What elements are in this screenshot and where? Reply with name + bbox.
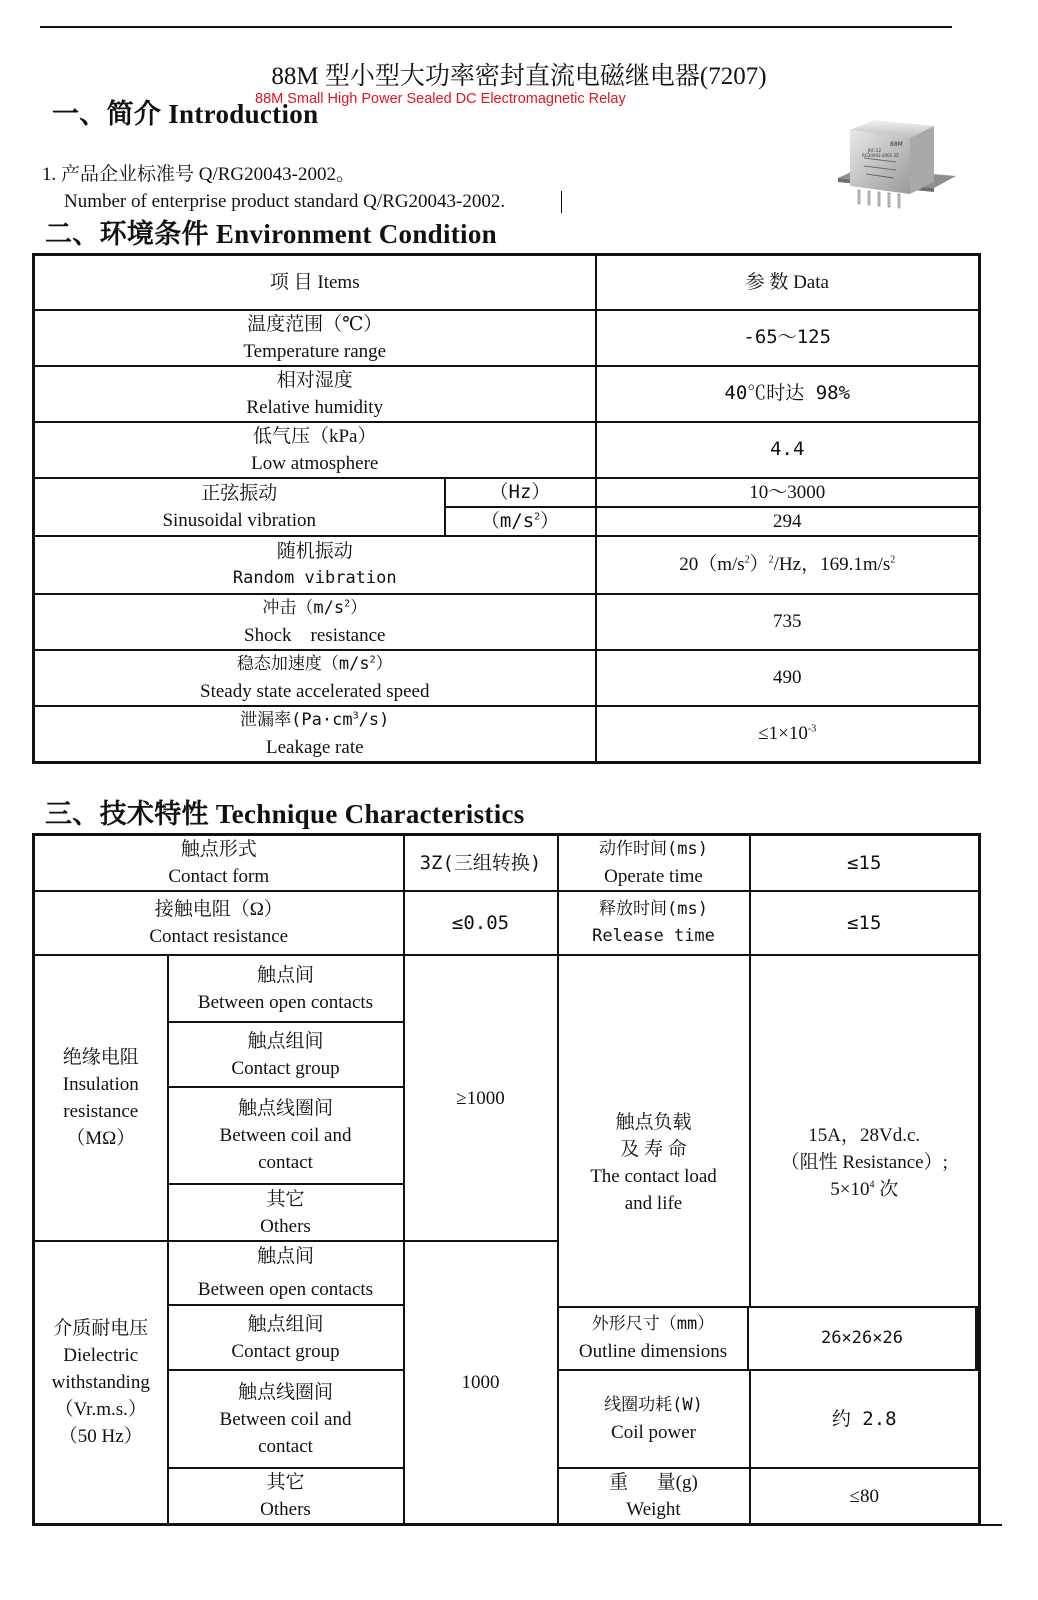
insulation-others: 其它 Others <box>168 1184 404 1241</box>
operate-time-label: 动作时间(ms) Operate time <box>558 835 750 892</box>
insulation-contact-group: 触点组间 Contact group <box>168 1022 404 1087</box>
shock-label: 冲击$(m/s^2)$ Shock resistance <box>34 594 596 650</box>
sin-vib-unit-hz: （Hz） <box>445 478 596 507</box>
text-cursor <box>561 191 562 213</box>
table-row <box>34 955 980 1022</box>
table-row <box>34 366 980 422</box>
product-label-std: RG20043-2002 3Z <box>862 153 899 158</box>
weight-value: ≤80 <box>750 1468 980 1525</box>
leakage-rate-value: $\le 1\times 10^{-3}$ <box>596 706 980 763</box>
weight-label: 重 量(g) Weight <box>558 1468 750 1525</box>
dielectric-coil-contact: 触点线圈间 Between coil and contact <box>168 1370 404 1468</box>
header-items: 项 目 Items <box>34 255 596 310</box>
top-rule <box>40 26 952 28</box>
low-atmosphere-label: 低气压（kPa） Low atmosphere <box>34 422 596 478</box>
product-label-model: 88M <box>890 141 903 148</box>
document-title: 88M 型小型大功率密封直流电磁继电器(7207) <box>271 63 767 90</box>
dielectric-open-contacts: 触点间 Between open contacts <box>168 1241 404 1305</box>
sinusoidal-vibration-label: 正弦振动 Sinusoidal vibration <box>34 478 445 536</box>
contact-form-value: 3Z(三组转换) <box>404 835 558 892</box>
relay-product-image <box>836 116 958 216</box>
table-row <box>34 536 980 594</box>
steady-acceleration-value: 490 <box>596 650 980 706</box>
table-header-row <box>34 255 980 310</box>
sin-vib-frequency-value: 10～3000 <box>596 478 980 507</box>
dielectric-withstanding-value: 1000 <box>404 1241 558 1525</box>
table-row <box>34 594 980 650</box>
leakage-rate-label: 泄漏率$(Pa\cdot cm^3/s)$ Leakage rate <box>34 706 596 763</box>
shock-value: 735 <box>596 594 980 650</box>
random-vibration-label: 随机振动 Random vibration <box>34 536 596 594</box>
product-label-code: JRC-22 <box>868 148 882 153</box>
operate-time-value: ≤15 <box>750 835 980 892</box>
temperature-label: 温度范围（℃） Temperature range <box>34 310 596 366</box>
insulation-resistance-value: ≥1000 <box>404 955 558 1241</box>
table-row <box>34 706 980 763</box>
contact-form-label: 触点形式 Contact form <box>34 835 404 892</box>
table-row <box>34 835 980 892</box>
table-row <box>34 478 980 507</box>
dielectric-withstanding-label: 介质耐电压 Dielectric withstanding （Vr.m.s.） （50 Hz） <box>34 1241 168 1525</box>
standard-number-cn: 1. 产品企业标准号 Q/RG20043-2002。 <box>42 164 355 185</box>
sin-vib-accel-value: 294 <box>596 507 980 536</box>
document-subtitle: 88M Small High Power Sealed DC Electromagnetic Relay <box>255 91 626 107</box>
table-row <box>34 310 980 366</box>
dielectric-contact-group: 触点组间 Contact group <box>168 1305 404 1370</box>
release-time-label: 释放时间(ms) Release time <box>558 891 750 955</box>
release-time-value: ≤15 <box>750 891 980 955</box>
contact-load-life-label: 触点负载 及 寿 命 The contact load and life <box>558 955 750 1370</box>
low-atmosphere-value: 4.4 <box>596 422 980 478</box>
environment-condition-table <box>32 253 981 764</box>
steady-acceleration-label: 稳态加速度$(m/s^2)$ Steady state accelerated speed <box>34 650 596 706</box>
random-vibration-value: $20(m/s^2)^2/Hz$，$169.1m/s^2$ <box>596 536 980 594</box>
bottom-rule <box>32 1524 1002 1526</box>
contact-resistance-value: ≤0.05 <box>404 891 558 955</box>
contact-resistance-label: 接触电阻（Ω） Contact resistance <box>34 891 404 955</box>
table-row <box>34 650 980 706</box>
coil-power-value: 约 2.8 <box>750 1370 980 1468</box>
contact-load-life-value: 15A，28Vd.c. （阻性 Resistance）; $5\times 10^4$ 次 <box>750 955 980 1370</box>
humidity-label: 相对湿度 Relative humidity <box>34 366 596 422</box>
insulation-resistance-label: 绝缘电阻 Insulation resistance （MΩ） <box>34 955 168 1241</box>
table-row <box>34 891 980 955</box>
sin-vib-unit-accel: $(m/s^2)$ <box>445 507 596 536</box>
outline-dimensions-value: 26×26×26 <box>749 1308 978 1369</box>
coil-power-label: 线圈功耗(W) Coil power <box>558 1370 750 1468</box>
insulation-open-contacts: 触点间 Between open contacts <box>168 955 404 1022</box>
dielectric-others: 其它 Others <box>168 1468 404 1525</box>
section-technique-heading: 三、技术特性 Technique Characteristics <box>45 799 525 829</box>
outline-dimensions-overlay <box>557 1306 978 1371</box>
section-introduction-heading: 一、简介 Introduction <box>52 99 319 129</box>
humidity-value: 40℃时达 98% <box>596 366 980 422</box>
table-row <box>34 422 980 478</box>
standard-number-en: Number of enterprise product standard Q/RG20043-2002. <box>64 191 506 212</box>
insulation-coil-contact: 触点线圈间 Between coil and contact <box>168 1087 404 1184</box>
outline-dimensions-label: 外形尺寸（mm） Outline dimensions <box>557 1308 749 1369</box>
temperature-value: -65～125 <box>596 310 980 366</box>
technique-characteristics-table <box>32 833 981 1526</box>
header-data: 参 数 Data <box>596 255 980 310</box>
section-environment-heading: 二、环境条件 Environment Condition <box>45 219 497 249</box>
